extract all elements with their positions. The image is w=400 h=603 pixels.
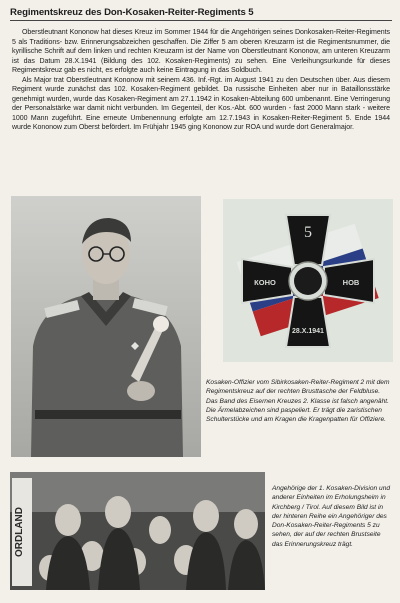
regimental-cross-illustration [223, 199, 393, 362]
group-photo-illustration [10, 472, 265, 590]
group-photo [10, 472, 265, 590]
paragraph-1: Oberstleutnant Kononow hat dieses Kreuz im Sommer 1944 für die Angehörigen seines Donkosaken-Reiter-Regiments 5 als Traditions- bzw. Erinnerungsabzeichen geschaffen. Die Ziffer 5 am oberen Kreuzarm ist die Regimentsnummer, die kyrillische Schrift auf dem linken und rechten Kreuzarm ist der Name von Oberstleutnant Kononow, am unteren Kreuzarm ist das Datum 28.X.1941 (Bildung des 102. Kosaken-Regiments) zu sehen. Eine Verleihungsurkunde für dieses Regimentskreuz gab es nicht, es erfolgte auch keine Eintragung in das Soldbuch. [12, 29, 390, 75]
officer-caption: Kosaken-Offizier vom Sibirkosaken-Reiter-Regiment 2 mit dem Regimentskreuz auf der rechten Brusttasche der Feldbluse. Das Band des Eisernen Kreuzes 2. Klasse ist falsch angenäht. Die Ärmelabzeichen sind paspeliert. Er trägt die zaristischen Schulterstücke und am Kragen die Kragenpatten für Offiziere. [206, 379, 390, 424]
group-photo-sign: ORDLAND [14, 507, 25, 557]
group-caption: Angehörige der 1. Kosaken-Division und anderer Einheiten im Erholungsheim in Kirchberg / Tirol. Auf diesem Bild ist in der hinteren Reihe ein Angehöriger des Don-Kosaken-Reiter-Regiments 5 zu sehen, der auf der rechten Brustseite das Erinnerungskreuz trägt. [272, 485, 391, 548]
officer-photo-illustration [11, 196, 201, 457]
cross-label-right: НОВ [342, 278, 360, 287]
officer-photo [11, 196, 201, 457]
paragraph-2: Als Major trat Oberstleutnant Kononow mit seinem 436. Inf.-Rgt. im August 1941 zu den Deutschen über. Aus diesem Regiment wurde zunächst das 102. Kosaken-Regiment gebildet. Da russische Einheiten aber nur in Bataillonsstärke genehmigt wurden, wurde das Kosaken-Regiment am 27.1.1942 in Kosaken-Abteilung 600 umbenannt. Eine Verringerung der Personalstärke war damit nicht verbunden. Im Gegenteil, der Kos.-Abt. 600 wurden - fast 2000 Mann stark - weitere 1000 Mann zugeführt. Eine erneute Umbenennung erfolgte am 12.7.1943 in Kosaken-Reiter-Regiment 5. Ende 1944 wurde Kononow zum Oberst befördert. Im Frühjahr 1945 ging Kononow zur ROA und wurde dort Generalmajor. [12, 76, 390, 132]
cross-label-bottom: 28.X.1941 [292, 328, 324, 335]
regimental-cross-photo [223, 199, 393, 362]
cross-label-left: КОНО [254, 278, 276, 287]
body-text [12, 28, 390, 133]
cross-label-top: 5 [304, 224, 312, 241]
page-heading: Regimentskreuz des Don-Kosaken-Reiter-Regiments 5 [10, 7, 392, 21]
